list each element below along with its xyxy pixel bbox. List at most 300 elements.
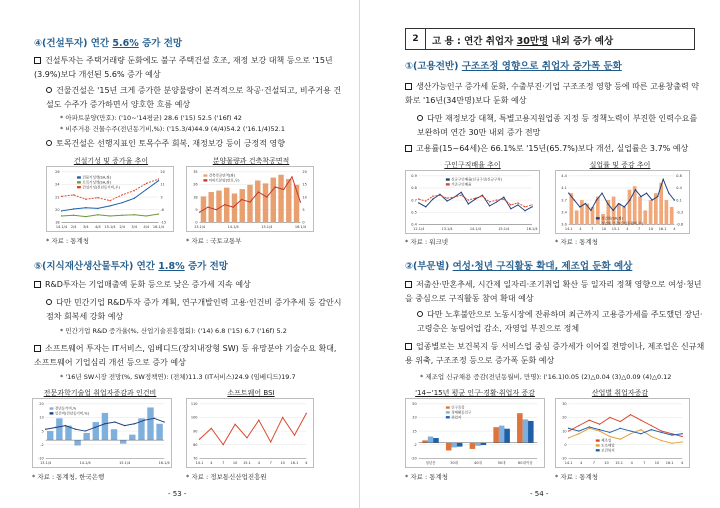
series-line-point	[682, 436, 683, 437]
series-line-point	[682, 433, 683, 434]
series-line-point	[599, 429, 600, 430]
page-number: - 54 -	[530, 490, 549, 498]
series-line-point	[646, 193, 647, 194]
y-tick-label: 26	[55, 170, 60, 175]
series-line-point	[651, 199, 652, 200]
x-tick-label: 14.1	[564, 227, 573, 232]
series-line-point	[216, 209, 217, 210]
y-tick-label: 35	[193, 170, 198, 175]
series-line-point	[418, 202, 419, 203]
legend-label: 건설기성(전년동기비,우)	[82, 185, 120, 190]
bar	[147, 407, 153, 440]
chart-source: * 자료 : 통계청	[405, 473, 449, 481]
x-tick-label: 10	[601, 227, 607, 232]
series-line-point	[630, 433, 631, 434]
section-employment-sector-title: ②(부문별) 여성·청년 구직활동 확대, 제조업 둔화 예상	[405, 261, 633, 272]
series-line-point	[134, 214, 135, 215]
x-tick-label: 7	[643, 461, 646, 466]
legend-swatch	[596, 449, 600, 451]
employment-by-industry-chart	[555, 398, 690, 468]
square-bullet-icon	[405, 281, 412, 288]
chart-title: 분양물량과 건축착공면적	[212, 157, 290, 165]
software-bsi-chart	[186, 398, 314, 468]
y-tick-label: 33	[412, 415, 417, 420]
series-line-point	[568, 430, 569, 431]
series-line-point	[425, 200, 426, 201]
bar	[263, 183, 268, 222]
bar	[638, 197, 642, 225]
bar	[47, 431, 53, 440]
y-tick-label: 110	[190, 402, 198, 407]
y-tick-label: 15	[412, 429, 417, 434]
legend-label: 기존구인배율	[451, 182, 472, 187]
legend-swatch	[596, 439, 600, 441]
series-line-point	[146, 215, 147, 216]
legend-label: 전년동기비,%	[54, 406, 77, 411]
bar	[271, 178, 276, 223]
bar	[628, 190, 632, 225]
series-line-point	[640, 429, 641, 430]
series-line-point	[163, 421, 164, 422]
y-tick-label: -0.3	[676, 210, 684, 215]
y-tick-label: 22	[55, 195, 60, 200]
series-line-point	[85, 199, 86, 200]
y-tick-label: 11	[160, 182, 165, 187]
series-line-point	[121, 215, 122, 216]
x-tick-label: 13.1/4	[40, 461, 52, 466]
series-line-point	[258, 191, 259, 192]
bar	[446, 443, 452, 451]
series-line-point	[590, 210, 591, 211]
x-tick-label: 4	[630, 461, 633, 466]
series-line-point	[657, 196, 658, 197]
science-tech-employment-chart	[32, 398, 172, 468]
chart-title: 구인구직배율 추이	[444, 161, 501, 169]
legend-swatch	[596, 222, 600, 224]
series-line-point	[671, 434, 672, 435]
series-line-point	[55, 427, 56, 428]
legend-swatch	[446, 411, 450, 413]
x-tick-label: 4/4	[143, 225, 150, 230]
series-line-point	[446, 200, 447, 201]
y-tick-label: 0.4	[411, 222, 417, 227]
x-tick-label: 14.1/4	[79, 461, 91, 466]
construction-note-1: * 아파트분양(만호): ('10~'14평균) 28.6 ('15) 52.5 ('16f) 42	[60, 114, 242, 122]
sector-note-1: * 제조업 신규채용 증감(전년동월비, 만명): ('16.1)0.05 (2)△0.04 (3)△0.09 (4)△0.12	[420, 373, 672, 381]
circle-bullet-icon	[417, 311, 423, 317]
x-tick-label: 14.1/4	[55, 225, 68, 230]
bar	[278, 175, 283, 223]
y-tick-label: 20	[302, 170, 307, 175]
square-bullet-icon	[34, 281, 41, 288]
x-tick-label: 60대이상	[518, 461, 533, 466]
employment-para-2: 다만 재정보강 대책, 특별고용지원업종 지정 등 정책노력이 부진한 인력수요를 보완하며 연간 30만 내외 증가 전망	[417, 114, 698, 137]
x-tick-label: 4	[626, 227, 629, 232]
sector-para-2: 다만 노후불안으로 노동시장에 잔류하며 최근까지 고용증가세를 주도했던 장년·고령층은 농림어업 감소, 자영업 부진으로 정체	[417, 310, 703, 333]
page-number: - 53 -	[168, 490, 187, 498]
construction-para-1: 건설투자는 주택거래량 둔화에도 불구 주택건설 호조, 재정 보강 대책 등으로 '15년(3.9%)보다 개선된 5.6% 증가 예상	[34, 56, 333, 79]
series-line-point	[578, 433, 579, 434]
square-bullet-icon	[405, 343, 412, 350]
series-line-point	[630, 414, 631, 415]
y-tick-label: 3	[160, 195, 163, 200]
circle-bullet-icon	[46, 140, 52, 146]
y-tick-label: 4.4	[561, 174, 567, 179]
series-line-point	[223, 444, 224, 445]
x-tick-label: 7	[222, 461, 225, 466]
series-line-point	[482, 196, 483, 197]
series-line-point	[531, 206, 532, 207]
y-tick-label: 0.4	[676, 186, 682, 191]
y-tick-label: 13	[39, 415, 44, 420]
legend-swatch	[50, 412, 54, 414]
series-line-point	[651, 425, 652, 426]
x-tick-label: 7	[592, 461, 595, 466]
y-tick-label: -10	[38, 456, 44, 461]
bar	[475, 443, 481, 446]
series-line-point	[241, 199, 242, 200]
chart-source: * 자료 : 국토교통부	[186, 237, 242, 245]
x-tick-label: 4	[580, 461, 583, 466]
series-line-point	[158, 178, 159, 179]
chart-title: 산업별 취업자증감	[591, 389, 649, 397]
series-line-point	[224, 204, 225, 205]
x-tick-label: 14.1/4	[227, 225, 239, 230]
series-line-point	[97, 197, 98, 198]
series-line-point	[432, 198, 433, 199]
section-number: 2	[406, 29, 426, 49]
series-line-point	[589, 428, 590, 429]
bar	[83, 433, 89, 440]
x-tick-label: 16.1/4	[158, 461, 170, 466]
series-line-point	[475, 197, 476, 198]
series-line-point	[489, 205, 490, 206]
bar	[93, 422, 99, 440]
bar	[575, 210, 579, 224]
chart-source: * 자료 : 통계청	[555, 238, 599, 246]
employment-para-1: 생산가능인구 증가세 둔화, 수출부진·기업 구조조정 영향 등에 따른 고용창출력 약화로 '16년(34만명)보다 둔화 예상	[405, 82, 699, 105]
series-line-point	[468, 199, 469, 200]
square-bullet-icon	[34, 345, 41, 352]
series-line-point	[496, 199, 497, 200]
series-line-point	[517, 202, 518, 203]
series-line-point	[439, 195, 440, 196]
series-line-point	[294, 434, 295, 435]
series-line-point	[306, 413, 307, 414]
x-tick-label: 10	[648, 227, 654, 232]
series-line-point	[109, 200, 110, 201]
series-line-point	[601, 193, 602, 194]
x-tick-label: 14.1	[195, 461, 204, 466]
x-tick-label: 7	[638, 227, 641, 232]
bar	[422, 440, 428, 442]
x-tick-label: 4	[681, 461, 684, 466]
legend-label: 제조업	[601, 438, 612, 443]
legend-swatch	[50, 407, 54, 409]
series-line-point	[61, 210, 62, 211]
bar	[129, 435, 135, 440]
x-tick-label: 4	[210, 461, 213, 466]
y-tick-label: -20	[411, 456, 417, 461]
series-line-point	[461, 192, 462, 193]
series-line-point	[199, 212, 200, 213]
series-line-point	[109, 205, 110, 206]
y-tick-label: 4.1	[561, 186, 567, 191]
bar	[580, 200, 584, 224]
y-tick-label: 15	[302, 182, 307, 187]
x-tick-label: 4	[673, 227, 676, 232]
series-line-point	[154, 418, 155, 419]
series-line-point	[640, 419, 641, 420]
population-employment-chart	[405, 398, 545, 468]
legend-swatch	[77, 176, 81, 178]
x-tick-label: 15.1	[611, 227, 620, 232]
bar	[585, 204, 589, 225]
series-line-point	[568, 428, 569, 429]
square-bullet-icon	[405, 145, 412, 152]
series-line-point	[503, 198, 504, 199]
x-tick-label: 15.1/4	[104, 225, 116, 230]
series-line-point	[158, 213, 159, 214]
bar	[451, 443, 457, 448]
series-line-point	[531, 204, 532, 205]
y-tick-label: 0.1	[676, 198, 682, 203]
series-line-point	[517, 204, 518, 205]
x-tick-label: 7	[269, 461, 272, 466]
series-line-point	[97, 214, 98, 215]
bar	[111, 429, 117, 440]
series-line-point	[454, 196, 455, 197]
bar	[240, 189, 245, 222]
sector-para-3: 업종별로는 보건복지 등 서비스업 중심 증가세가 이어질 전망이나, 제조업은 신규채용 위축, 구조조정 등으로 증가폭 둔화 예상	[405, 342, 705, 365]
series-line-point	[668, 193, 669, 194]
series-line-point	[609, 432, 610, 433]
bar	[255, 180, 260, 222]
x-tick-label: 14.1	[564, 461, 573, 466]
series-line-point	[568, 193, 569, 194]
employment-header-title: 고 용 : 연간 취업자 30만명 내외 증가 예상	[432, 36, 614, 47]
x-tick-label: 10	[604, 461, 609, 466]
y-tick-label: 3.0	[561, 222, 567, 227]
legend-swatch	[203, 179, 207, 181]
series-line-point	[199, 439, 200, 440]
series-line-point	[258, 419, 259, 420]
bar	[649, 200, 653, 224]
series-line-point	[651, 436, 652, 437]
x-tick-label: 4	[579, 227, 582, 232]
bar	[428, 436, 434, 442]
series-line-point	[609, 436, 610, 437]
bar	[102, 413, 108, 440]
series-line-point	[674, 199, 675, 200]
section-ip-investment-title: ⑤(지식재산생산물투자) 연간 1.8% 증가 전망	[34, 261, 228, 272]
series-line-point	[661, 440, 662, 441]
series-line-point	[620, 421, 621, 422]
y-tick-label: -6	[160, 207, 164, 212]
series-line-point	[85, 216, 86, 217]
series-line-point	[599, 430, 600, 431]
x-tick-label: 청년층	[425, 461, 436, 466]
chart-title: 건설기성 및 증가율 추이	[73, 157, 149, 165]
series-line-point	[144, 419, 145, 420]
chart-source: * 자료 : 통계청	[555, 473, 599, 481]
bar	[504, 429, 510, 443]
series-line-point	[574, 199, 575, 200]
legend-swatch	[77, 181, 81, 183]
y-tick-label: 100	[190, 415, 198, 420]
legend-swatch	[446, 416, 450, 418]
y-tick-label: 0	[195, 220, 198, 225]
series-line-point	[607, 203, 608, 204]
legend-label: 신규구인배율(신규구인/신규구직)	[451, 177, 502, 182]
x-tick-label: 16.1/4	[152, 225, 165, 230]
y-tick-label: 0.8	[676, 174, 682, 179]
construction-para-2: 건물건설은 '15년 크게 증가한 분양물량이 본격적으로 착공·건설되고, 비주거용 건설도 수주가 증가하면서 양호한 흐름 예상	[46, 86, 342, 109]
x-tick-label: 16.1	[658, 227, 667, 232]
series-line-point	[661, 430, 662, 431]
series-line-point	[663, 179, 664, 180]
x-tick-label: 2/4	[70, 225, 77, 230]
x-tick-label: 13.1/4	[441, 227, 453, 232]
series-line-point	[146, 183, 147, 184]
series-line-point	[121, 202, 122, 203]
series-line-point	[266, 196, 267, 197]
x-tick-label: 4	[305, 461, 308, 466]
series-line-point	[300, 201, 301, 202]
ip-para-2: 다만 민간기업 R&D투자 증가 계획, 연구개발인력 고용·인건비 증가추세 등 감안시 점차 회복세 강화 예상	[46, 298, 342, 321]
series-line-point	[61, 196, 62, 197]
x-tick-label: 40대	[474, 461, 482, 466]
x-tick-label: 15.1/4	[119, 461, 131, 466]
y-tick-label: 90	[193, 429, 198, 434]
bar	[643, 210, 647, 224]
legend-swatch	[77, 186, 81, 188]
series-line	[199, 413, 306, 444]
series-line-point	[134, 190, 135, 191]
series-line-point	[624, 206, 625, 207]
series-line-point	[134, 198, 135, 199]
series-line-point	[568, 437, 569, 438]
employment-header-box	[405, 28, 695, 50]
y-tick-label: 24	[55, 182, 60, 187]
ip-note-1: * 민간기업 R&D 증가율(%, 산업기술진흥협회): ('14) 6.8 ('15) 6.7 ('16f) 5.2	[60, 327, 287, 335]
y-tick-label: 3.7	[561, 198, 567, 203]
series-line-point	[61, 215, 62, 216]
section-employment-overall-title: ①(고용전반) 구조조정 영향으로 취업자 증가폭 둔화	[405, 61, 622, 72]
series-line-point	[73, 215, 74, 216]
series-line-point	[635, 189, 636, 190]
series-line-point	[589, 419, 590, 420]
legend-swatch	[596, 217, 600, 219]
legend-swatch	[446, 183, 450, 185]
x-tick-label: 7	[591, 227, 594, 232]
legend-label: 인구증감	[451, 405, 465, 410]
bar	[493, 427, 499, 443]
x-tick-label: 10	[654, 461, 660, 466]
y-tick-label: -2	[413, 442, 417, 447]
series-line-point	[620, 428, 621, 429]
y-tick-label: 20	[160, 170, 165, 175]
series-line-point	[109, 215, 110, 216]
y-tick-label: 5	[41, 429, 44, 434]
y-tick-label: 20	[562, 415, 567, 420]
y-tick-label: 30	[562, 402, 567, 407]
legend-swatch	[446, 406, 450, 408]
legend-label: 토목기성액(SA,좌)	[82, 180, 112, 185]
series-line-point	[640, 196, 641, 197]
series-line-point	[671, 433, 672, 434]
series-line-point	[65, 425, 66, 426]
y-tick-label: 26	[193, 182, 198, 187]
legend-label: 경제활동인구	[451, 410, 472, 415]
ip-para-3: 소프트웨어 투자는 IT서비스, 임베디드(장치내장형 SW) 등 유망분야 기술수요 확대, 소프트웨어 기업심리 개선 등으로 증가 예상	[34, 344, 337, 367]
chart-source: * 자료 : 통계청, 한국은행	[32, 473, 105, 481]
series-line	[569, 179, 675, 210]
series-line-point	[114, 421, 115, 422]
job-opening-ratio-chart	[405, 170, 540, 234]
legend-label: 건물기성액(SA,좌)	[82, 175, 112, 180]
series-line-point	[291, 176, 292, 177]
x-tick-label: 16.1/4	[294, 225, 307, 230]
x-tick-label: 16.1	[665, 461, 674, 466]
series-line-point	[661, 432, 662, 433]
series-line-point	[425, 206, 426, 207]
y-tick-label: 9	[195, 207, 198, 212]
series-line-point	[234, 424, 235, 425]
series-line-point	[75, 429, 76, 430]
circle-bullet-icon	[46, 299, 52, 305]
x-tick-label: 10	[232, 461, 238, 466]
series-line-point	[134, 423, 135, 424]
series-line-point	[596, 199, 597, 200]
chart-title: '14~'15년 평균 인구·경활·취업자 증감	[415, 389, 535, 397]
series-line-point	[630, 430, 631, 431]
y-tick-label: 80	[193, 442, 198, 447]
x-tick-label: 15.1	[615, 461, 623, 466]
y-tick-label: 0.8	[411, 186, 417, 191]
x-tick-label: 4	[257, 461, 260, 466]
construction-para-3: 토목건설은 선행지표인 토목수주 회복, 재정보강 등이 긍정적 영향	[46, 137, 344, 151]
series-line-point	[94, 427, 95, 428]
sector-para-1: 저출산·만혼추세, 시간제 일자리·조기취업 확산 등 일자리 정책 영향으로 여성·청년을 중심으로 구직활동 참여 확대 예상	[405, 280, 702, 303]
bar	[232, 193, 237, 222]
legend-label: 취업자	[451, 415, 462, 420]
series-line-point	[246, 437, 247, 438]
x-tick-label: 3/4	[131, 225, 138, 230]
series-line-point	[524, 210, 525, 211]
bar	[670, 207, 674, 224]
y-tick-label: -10	[560, 456, 567, 461]
unemployment-rate-chart	[555, 170, 690, 234]
series-line-point	[640, 433, 641, 434]
y-tick-label: -15	[160, 220, 167, 225]
y-tick-label: 0.9	[411, 174, 417, 179]
series-line-point	[158, 180, 159, 181]
series-line-point	[275, 186, 276, 187]
square-bullet-icon	[405, 83, 412, 90]
series-line-point	[432, 196, 433, 197]
series-line-point	[585, 203, 586, 204]
chart-source: * 자료 : 정보통신산업진흥원	[186, 473, 267, 481]
series-line-point	[45, 429, 46, 430]
y-tick-label: 18	[193, 195, 198, 200]
employment-para-3: 고용률(15~64세)은 66.1%로 '15년(65.7%)보다 개선, 실업률은 3.7% 예상	[405, 142, 705, 156]
y-tick-label: 10	[302, 195, 307, 200]
series-line-point	[85, 207, 86, 208]
y-tick-label: 0.7	[411, 198, 417, 203]
x-tick-label: 12.1/4	[413, 227, 425, 232]
housing-supply-chart	[186, 166, 314, 232]
